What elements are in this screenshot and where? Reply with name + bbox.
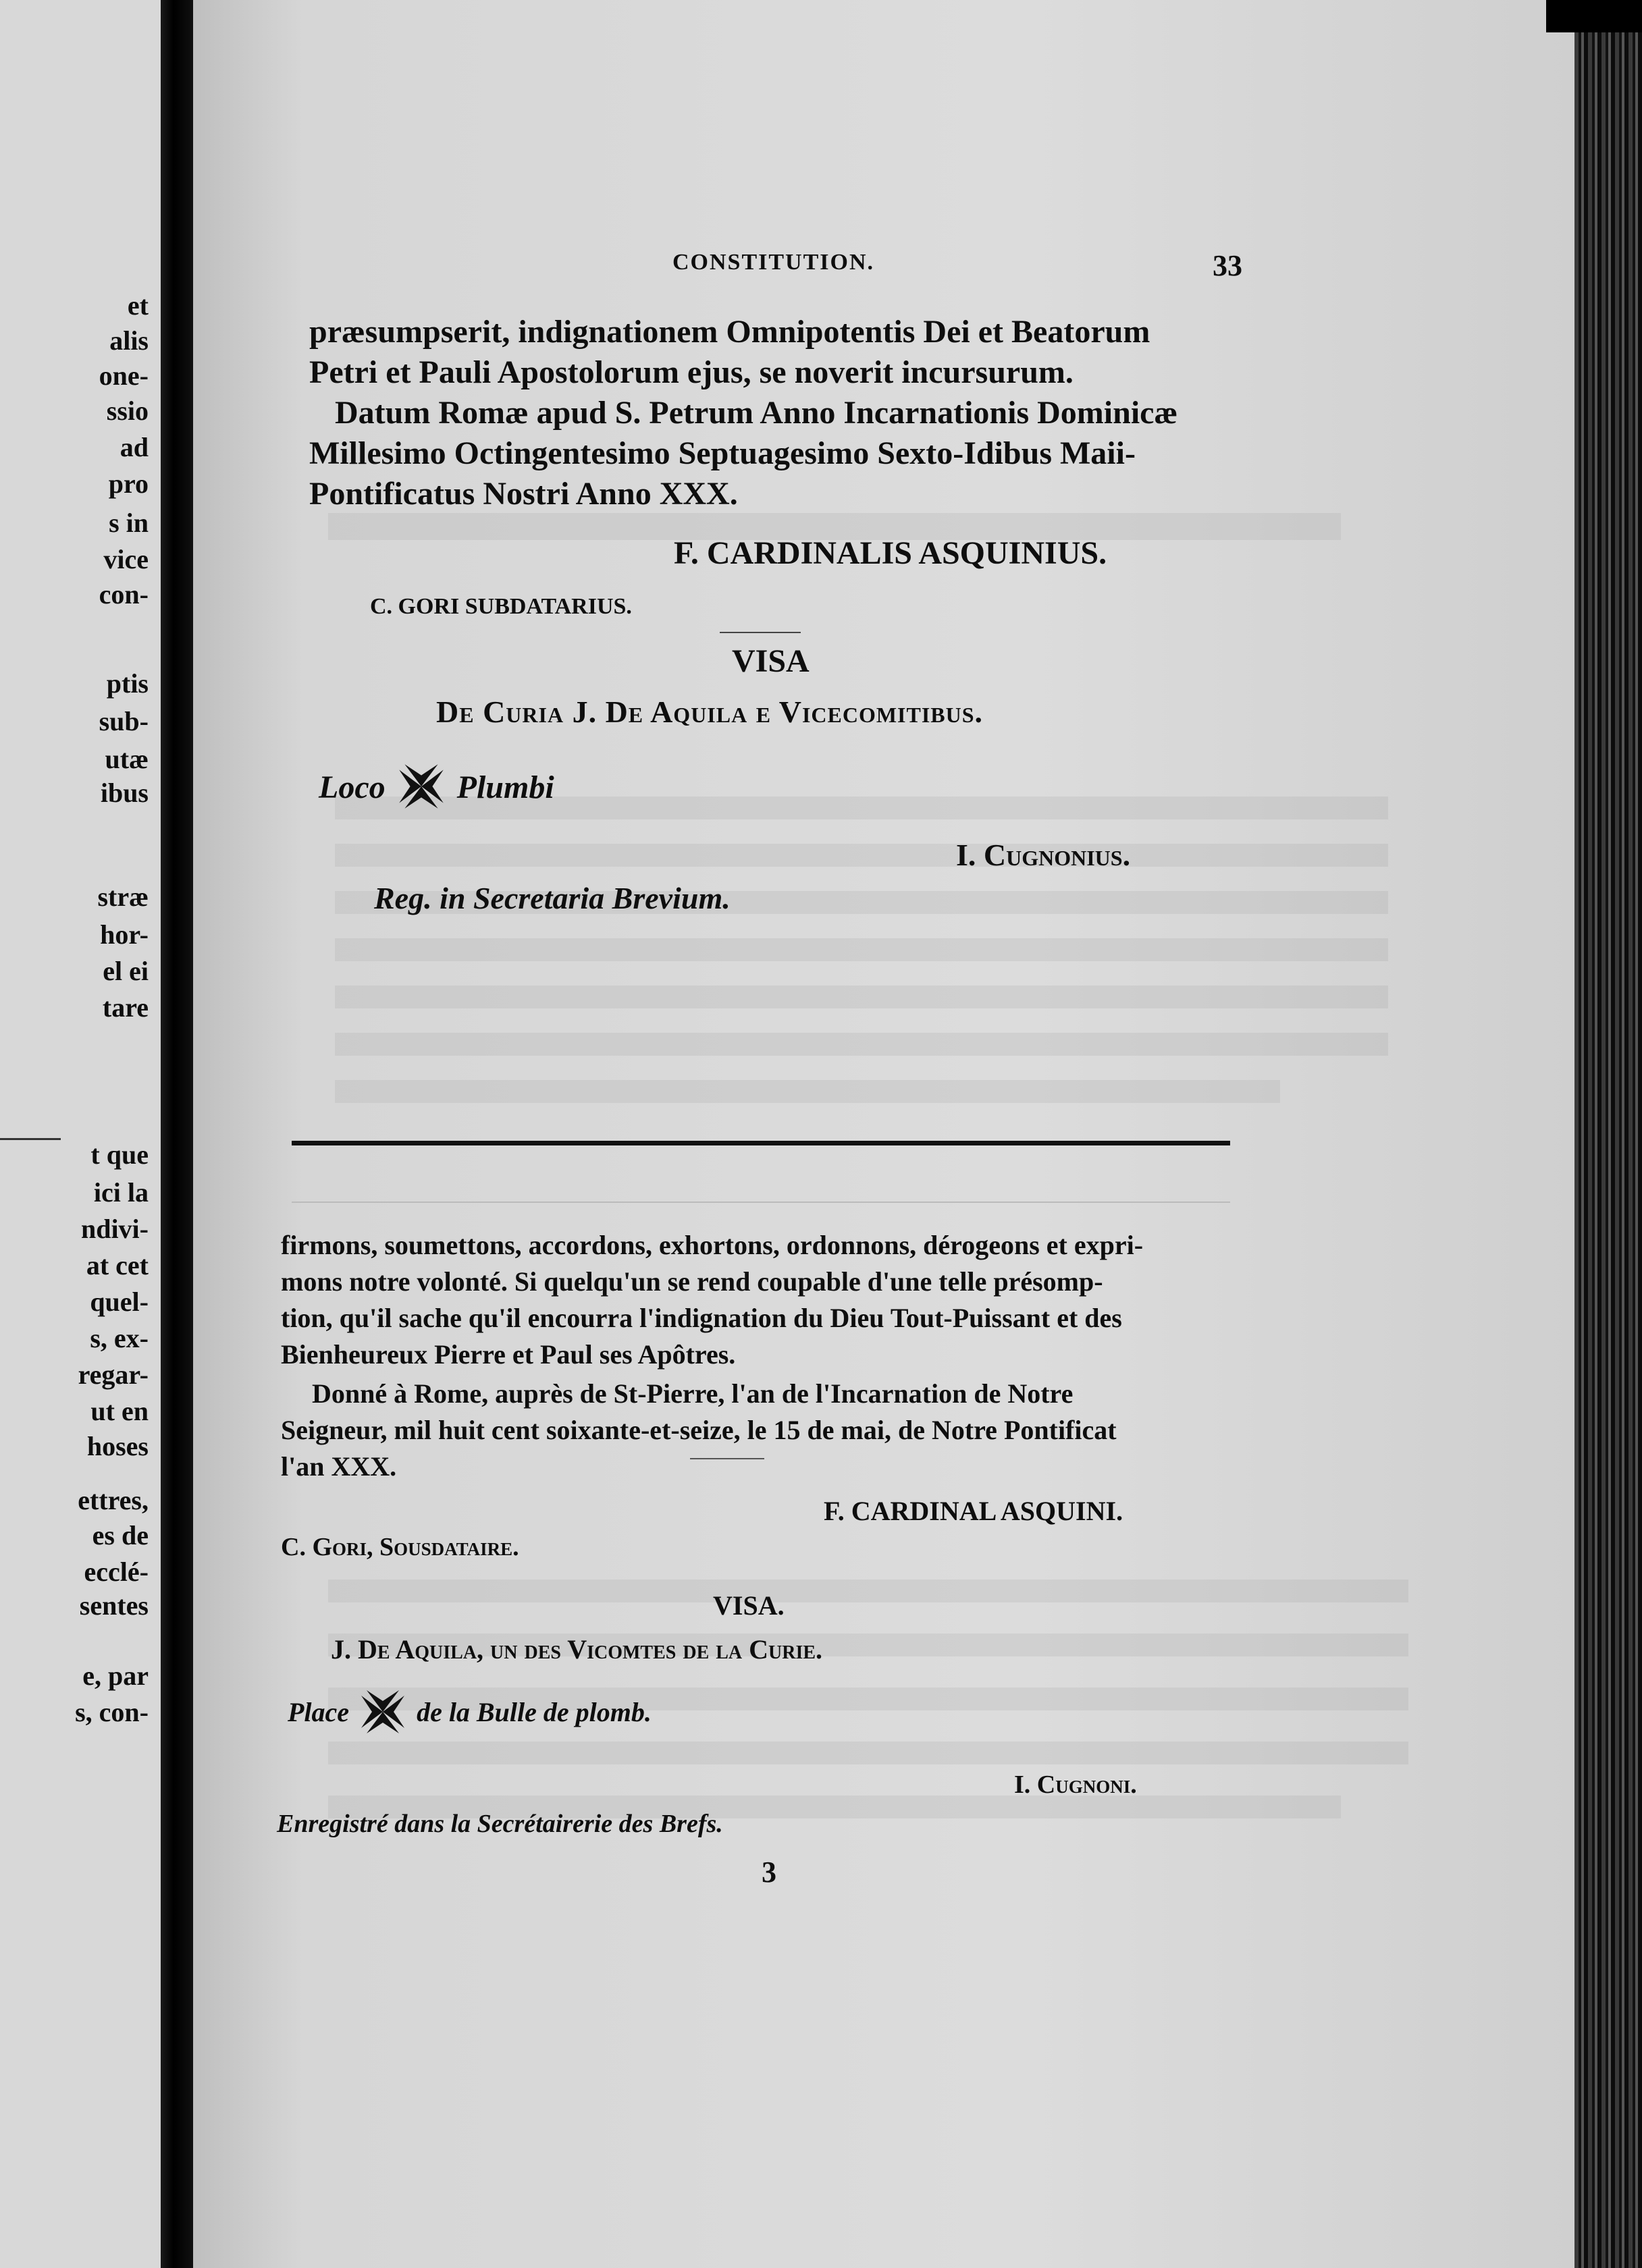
french-line: l'an XXX. [281,1451,397,1482]
previous-page-fragment: hoses [86,1431,149,1461]
running-header: CONSTITUTION. [672,250,875,275]
maltese-cross-icon [356,1685,410,1746]
book-gutter [161,0,193,2268]
previous-page-fragment: ut en [90,1396,149,1426]
french-enregistre: Enregistré dans la Secrétairerie des Brefs. [277,1810,723,1838]
french-cugnoni: I. Cugnoni. [1014,1771,1137,1799]
previous-page-fragment: ndivi- [80,1214,149,1244]
section-divider [292,1141,1230,1145]
latin-de-curia: De Curia J. De Aquila e Vicecomitibus. [436,695,984,729]
previous-page-fragment: s, con- [75,1697,149,1727]
latin-line: Datum Romæ apud S. Petrum Anno Incarnationis Dominicæ [335,395,1178,431]
french-visa: VISA. [713,1590,785,1621]
previous-page-fragment: hor- [100,919,149,950]
previous-page-fragment: con- [99,579,149,610]
previous-page-fragment: at cet [86,1250,149,1280]
latin-subdatarius: C. GORI SUBDATARIUS. [370,594,632,619]
previous-page-edge [0,0,161,2268]
previous-page-fragment: ecclé- [84,1557,149,1587]
previous-page-fragment: one- [99,360,149,391]
previous-page-fragment: tare [102,992,149,1023]
previous-page-fragment: s in [109,508,149,538]
french-line: firmons, soumettons, accordons, exhortons, ordonnons, dérogeons et expri- [281,1230,1144,1260]
place-label: Place [288,1697,350,1728]
french-sousdataire: C. Gori, Sousdataire. [281,1533,519,1561]
previous-page-fragment: ettres, [78,1485,149,1515]
de-aquila-text: J. De Aquila, un des Vicomtes de la Curie. [331,1634,823,1665]
previous-page-fragment: es de [92,1520,149,1550]
previous-page-fragment: ptis [106,668,149,699]
previous-page-fragment: el ei [103,956,149,986]
previous-page-fragment: et [127,290,149,321]
signature-mark: 3 [762,1856,776,1889]
latin-reg: Reg. in Secretaria Brevium. [374,881,731,915]
french-signature: F. CARDINAL ASQUINI. [824,1496,1123,1526]
previous-page-fragment: alis [109,325,149,356]
book-page [193,0,1574,2268]
latin-line: Pontificatus Nostri Anno XXX. [309,476,738,512]
page-edges [1574,0,1642,2268]
previous-page-fragment: pro [108,468,149,499]
plumbi-label: Plumbi [456,770,554,806]
latin-loco [319,759,554,822]
previous-page-fragment: s, ex- [90,1323,149,1353]
short-rule [720,632,801,633]
previous-page-fragment: ssio [106,396,149,426]
faint-rule [292,1202,1230,1203]
latin-line: Millesimo Octingentesimo Septuagesimo Sexto-Idibus Maii- [309,435,1136,471]
latin-visa: VISA [732,643,810,679]
latin-signature: F. CARDINALIS ASQUINIUS. [674,535,1107,571]
short-rule [690,1458,764,1459]
loco-label: Loco [319,770,386,806]
previous-page-fragment: quel- [90,1287,149,1317]
bulle-label: de la Bulle de plomb. [417,1697,652,1728]
previous-page-fragment: vice [103,544,149,574]
previous-page-rule [0,1138,61,1140]
french-line: Bienheureux Pierre et Paul ses Apôtres. [281,1339,736,1370]
latin-line: præsumpserit, indignationem Omnipotentis Dei et Beatorum [309,314,1150,350]
previous-page-fragment: ibus [100,778,149,808]
french-place [288,1685,652,1746]
french-line: mons notre volonté. Si quelqu'un se rend coupable d'une telle présomp- [281,1266,1103,1297]
page-number: 33 [1213,249,1242,282]
latin-line: Petri et Pauli Apostolorum ejus, se noverit incursurum. [309,354,1074,390]
french-de-aquila [331,1634,822,1665]
previous-page-fragment: t que [90,1139,149,1170]
previous-page-fragment: ad [120,432,149,462]
french-line: Donné à Rome, auprès de St-Pierre, l'an de l'Incarnation de Notre [312,1378,1074,1409]
french-line: tion, qu'il sache qu'il encourra l'indignation du Dieu Tout-Puissant et des [281,1303,1122,1333]
scan-border [1546,0,1642,32]
previous-page-fragment: ici la [93,1177,149,1208]
latin-cugnonius: I. Cugnonius. [956,838,1131,872]
previous-page-fragment: sentes [79,1590,149,1621]
maltese-cross-icon [394,759,449,822]
previous-page-fragment: sub- [99,706,149,736]
previous-page-fragment: regar- [78,1359,149,1390]
previous-page-fragment: stræ [97,882,149,912]
french-line: Seigneur, mil huit cent soixante-et-seize, le 15 de mai, de Notre Pontificat [281,1415,1117,1445]
previous-page-fragment: e, par [82,1660,149,1691]
previous-page-fragment: utæ [105,744,149,774]
